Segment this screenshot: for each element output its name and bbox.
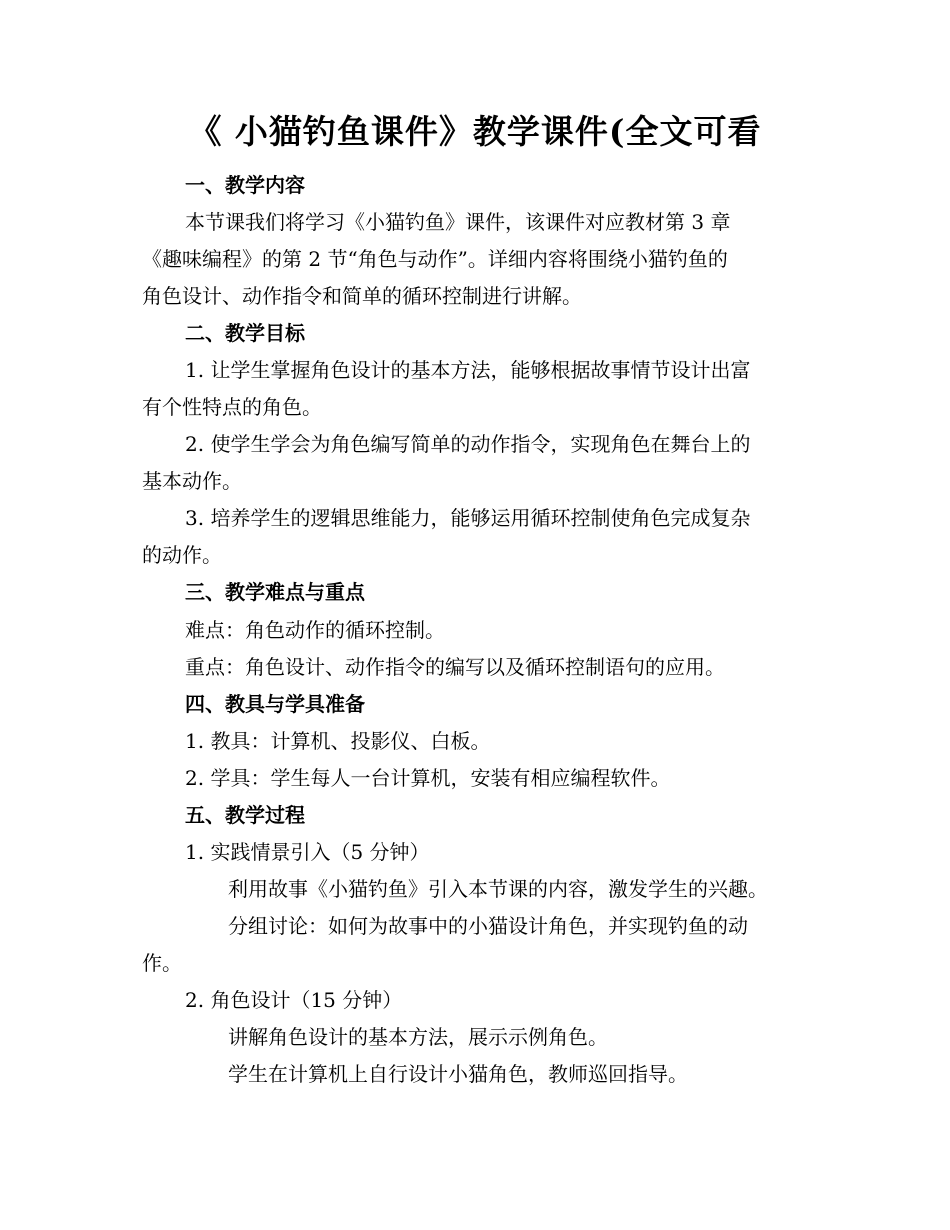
document-title: 《 小猫钓鱼课件》教学课件(全文可看 [188,112,762,151]
section-heading-difficulties: 三、教学难点与重点 [185,580,365,604]
paragraph-line: 难点：角色动作的循环控制。 [185,618,445,642]
paragraph-line: 基本动作。 [142,469,242,493]
paragraph-line: 2. 角色设计（15 分钟） [185,988,403,1012]
paragraph-line: 2. 使学生学会为角色编写简单的动作指令，实现角色在舞台上的 [185,432,751,456]
section-heading-process: 五、教学过程 [185,803,305,827]
paragraph-line: 有个性特点的角色。 [142,395,322,419]
paragraph-line: 分组讨论：如何为故事中的小猫设计角色，并实现钓鱼的动 [228,914,748,938]
paragraph-line: 1. 教具：计算机、投影仪、白板。 [185,729,491,753]
paragraph-line: 本节课我们将学习《小猫钓鱼》课件，该课件对应教材第 3 章 [185,210,731,234]
paragraph-line: 学生在计算机上自行设计小猫角色，教师巡回指导。 [228,1062,688,1086]
section-heading-materials: 四、教具与学具准备 [185,692,365,716]
section-heading-content: 一、教学内容 [185,173,305,197]
paragraph-line: 2. 学具：学生每人一台计算机，安装有相应编程软件。 [185,766,671,790]
paragraph-line: 1. 让学生掌握角色设计的基本方法，能够根据故事情节设计出富 [185,358,751,382]
paragraph-line: 《趣味编程》的第 2 节“角色与动作”。详细内容将围绕小猫钓鱼的 [142,247,728,271]
paragraph-line: 3. 培养学生的逻辑思维能力，能够运用循环控制使角色完成复杂 [185,506,751,530]
paragraph-line: 讲解角色设计的基本方法，展示示例角色。 [228,1025,608,1049]
section-heading-objectives: 二、教学目标 [185,321,305,345]
paragraph-line: 的动作。 [142,543,222,567]
paragraph-line: 重点：角色设计、动作指令的编写以及循环控制语句的应用。 [185,655,725,679]
paragraph-line: 利用故事《小猫钓鱼》引入本节课的内容，激发学生的兴趣。 [228,877,768,901]
paragraph-line: 角色设计、动作指令和简单的循环控制进行讲解。 [142,284,582,308]
paragraph-line: 1. 实践情景引入（5 分钟） [185,840,430,864]
paragraph-line: 作。 [142,951,182,975]
